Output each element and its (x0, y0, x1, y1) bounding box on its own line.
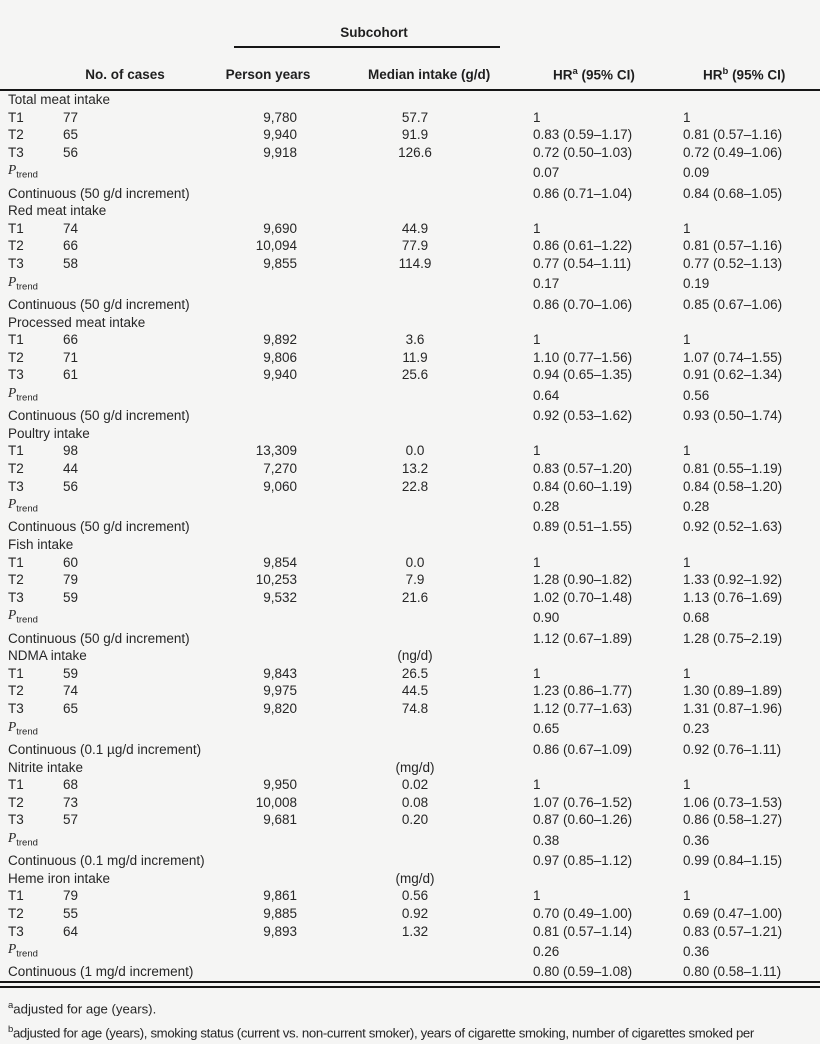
hr-b-value: 1 (683, 777, 691, 793)
tertile-row (0, 460, 820, 478)
section-unit (328, 425, 488, 443)
hr-a-value: 1.02 (0.70–1.48) (533, 589, 633, 605)
continuous-hr-a: 0.86 (0.70–1.06) (533, 296, 633, 312)
ptrend-hr-a: 0.90 (533, 610, 560, 626)
median-intake-value: 0.92 (401, 905, 429, 921)
continuous-hr-a: 0.97 (0.85–1.12) (533, 853, 633, 869)
ptrend-hr-b: 0.28 (683, 498, 710, 514)
ptrend-hr-a: 0.26 (533, 943, 560, 959)
person-years-value: 10,094 (255, 238, 297, 254)
tertile-row (0, 571, 820, 589)
tertile-row (0, 478, 820, 496)
continuous-row (0, 630, 820, 648)
section-header-row (0, 647, 820, 665)
tertile-label: T1 (8, 888, 24, 904)
median-intake-value: 114.9 (398, 256, 432, 272)
ptrend-label: $P_{trend}$ (8, 829, 38, 849)
cases-value: 59 (63, 665, 79, 681)
tertile-row (0, 682, 820, 700)
hr-b-value: 1 (683, 665, 691, 681)
person-years-value: 9,843 (263, 665, 297, 681)
ptrend-row (0, 829, 820, 852)
hr-b-value: 0.86 (0.58–1.27) (683, 812, 783, 828)
col-header-hr-b: $HR^b$ (95% CI) (648, 48, 820, 90)
tertile-label: T1 (8, 332, 24, 348)
cases-value: 74 (63, 683, 79, 699)
median-intake-value: 7.9 (405, 572, 425, 588)
continuous-row (0, 518, 820, 536)
ptrend-hr-a: 0.65 (533, 721, 560, 737)
hr-b-value: 0.81 (0.55–1.19) (683, 460, 783, 476)
ptrend-hr-b: 0.09 (683, 165, 710, 181)
hr-b-value: 1 (683, 554, 691, 570)
hr-a-value: 1 (533, 554, 541, 570)
continuous-hr-b: 0.92 (0.52–1.63) (683, 519, 783, 535)
tertile-label: T3 (8, 923, 24, 939)
section-unit (328, 536, 488, 554)
hr-a-value: 1 (533, 109, 541, 125)
median-intake-value: 0.0 (405, 554, 425, 570)
person-years-value: 9,855 (263, 256, 297, 272)
hr-a-value: 0.84 (0.60–1.19) (533, 478, 633, 494)
tertile-label: T1 (8, 109, 24, 125)
cases-value: 77 (63, 109, 79, 125)
continuous-hr-b: 0.92 (0.76–1.11) (683, 741, 782, 757)
cases-value: 55 (63, 905, 79, 921)
ptrend-row (0, 940, 820, 963)
ptrend-hr-b: 0.19 (683, 276, 710, 292)
median-intake-value: 11.9 (402, 349, 428, 365)
section-header-row (0, 870, 820, 888)
tertile-row (0, 442, 820, 460)
cases-value: 58 (63, 256, 79, 272)
hr-a-value: 1.28 (0.90–1.82) (533, 572, 633, 588)
cases-value: 57 (63, 812, 79, 828)
person-years-value: 9,893 (263, 923, 297, 939)
hr-b-value: 1 (683, 888, 691, 904)
tertile-row (0, 220, 820, 238)
continuous-label: Continuous (0.1 mg/d increment) (8, 853, 205, 869)
person-years-value: 9,690 (263, 220, 297, 236)
section-header-row (0, 759, 820, 777)
person-years-value: 9,060 (263, 478, 297, 494)
ptrend-label: $P_{trend}$ (8, 607, 38, 627)
section-header-row (0, 202, 820, 220)
section-unit (328, 314, 488, 332)
continuous-label: Continuous (50 g/d increment) (8, 630, 190, 646)
tertile-row (0, 349, 820, 367)
ptrend-hr-a: 0.17 (533, 276, 560, 292)
col-header-person-years: Person years (178, 48, 328, 90)
tertile-label: T2 (8, 349, 24, 365)
ptrend-label: $P_{trend}$ (8, 273, 38, 293)
hr-a-value: 1.12 (0.77–1.63) (533, 701, 633, 717)
continuous-hr-a: 0.80 (0.59–1.08) (533, 964, 633, 980)
cases-value: 59 (63, 589, 79, 605)
section-title: Nitrite intake (8, 759, 84, 775)
subcohort-header (178, 18, 488, 48)
person-years-value: 7,270 (263, 460, 297, 476)
tertile-row (0, 554, 820, 572)
tertile-label: T1 (8, 777, 24, 793)
table-body (0, 90, 820, 982)
continuous-label: Continuous (50 g/d increment) (8, 296, 190, 312)
continuous-hr-a: 0.92 (0.53–1.62) (533, 408, 633, 424)
tertile-label: T3 (8, 144, 24, 160)
median-intake-value: 1.32 (401, 923, 429, 939)
median-intake-value: 77.9 (401, 238, 429, 254)
section-header-row (0, 425, 820, 443)
hr-a-value: 1 (533, 220, 541, 236)
cases-value: 74 (63, 220, 79, 236)
tertile-row (0, 776, 820, 794)
ptrend-row (0, 273, 820, 296)
hr-b-value: 0.72 (0.49–1.06) (683, 144, 783, 160)
continuous-hr-a: 0.86 (0.71–1.04) (533, 185, 633, 201)
tertile-row (0, 255, 820, 273)
cases-value: 98 (63, 443, 79, 459)
tertile-label: T2 (8, 683, 24, 699)
tertile-row (0, 700, 820, 718)
continuous-label: Continuous (50 g/d increment) (8, 408, 190, 424)
cases-value: 66 (63, 238, 79, 254)
continuous-hr-b: 0.99 (0.84–1.15) (683, 853, 783, 869)
cases-value: 73 (63, 794, 79, 810)
ptrend-hr-b: 0.56 (683, 387, 710, 403)
tertile-label: T1 (8, 554, 24, 570)
section-header-row (0, 536, 820, 554)
tertile-row (0, 665, 820, 683)
continuous-row (0, 296, 820, 314)
ptrend-label: $P_{trend}$ (8, 496, 38, 515)
median-intake-value: 26.5 (401, 665, 429, 681)
continuous-hr-b: 0.93 (0.50–1.74) (683, 408, 783, 424)
ptrend-row (0, 718, 820, 741)
tertile-label: T3 (8, 701, 24, 717)
footnote-a: $^a$adjusted for age (years). (8, 1000, 157, 1017)
hr-a-value: 1 (533, 777, 541, 793)
continuous-label: Continuous (1 mg/d increment) (8, 964, 194, 980)
section-unit (328, 90, 488, 109)
continuous-label: Continuous (0.1 µg/d increment) (8, 741, 202, 757)
ptrend-label: $P_{trend}$ (8, 941, 38, 960)
person-years-value: 9,806 (263, 349, 297, 365)
hr-a-value: 0.72 (0.50–1.03) (533, 144, 633, 160)
person-years-value: 13,309 (255, 443, 297, 459)
column-header-row (0, 48, 820, 90)
subcohort-header-row (0, 18, 820, 48)
tertile-row (0, 126, 820, 144)
median-intake-value: 91.9 (401, 127, 429, 143)
tertile-row (0, 905, 820, 923)
section-title: Total meat intake (8, 92, 111, 107)
median-intake-value: 3.6 (405, 332, 425, 348)
tertile-label: T3 (8, 256, 24, 272)
continuous-hr-b: 0.84 (0.68–1.05) (683, 185, 783, 201)
tertile-label: T3 (8, 589, 24, 605)
footnote-b: $^b$adjusted for age (years), smoking status (current vs. non-current smoker), years of cigarette smoking, number of cigarettes smoked per (8, 1024, 754, 1041)
hr-b-value: 0.81 (0.57–1.16) (683, 127, 783, 143)
person-years-value: 9,861 (263, 888, 297, 904)
section-title: NDMA intake (8, 648, 87, 664)
median-intake-value: 74.8 (401, 701, 429, 717)
tertile-label: T1 (8, 665, 24, 681)
hr-a-value: 0.87 (0.60–1.26) (533, 812, 633, 828)
cases-value: 64 (63, 923, 79, 939)
median-intake-value: 57.7 (401, 109, 429, 125)
hr-b-value: 0.77 (0.52–1.13) (683, 256, 783, 272)
hr-a-value: 0.94 (0.65–1.35) (533, 367, 633, 383)
hr-a-value: 0.83 (0.59–1.17) (533, 127, 633, 143)
tertile-label: T1 (8, 443, 24, 459)
section-unit: (mg/d) (395, 870, 435, 886)
ptrend-row (0, 161, 820, 184)
ptrend-hr-a: 0.28 (533, 498, 560, 514)
hr-a-value: 1 (533, 332, 541, 348)
person-years-value: 9,940 (263, 367, 297, 383)
subcohort-label: Subcohort (340, 25, 408, 41)
person-years-value: 9,918 (263, 144, 297, 160)
hr-a-value: 1 (533, 665, 541, 681)
hr-b-value: 1 (683, 332, 691, 348)
tertile-label: T3 (8, 478, 24, 494)
hr-b-value: 1.06 (0.73–1.53) (683, 794, 783, 810)
section-unit (328, 202, 488, 220)
ptrend-hr-a: 0.38 (533, 832, 560, 848)
median-intake-value: 44.5 (401, 683, 429, 699)
tertile-row (0, 794, 820, 812)
person-years-value: 9,885 (263, 905, 297, 921)
tertile-row (0, 887, 820, 905)
cases-value: 66 (63, 332, 79, 348)
hr-a-value: 1.07 (0.76–1.52) (533, 794, 633, 810)
footnotes (0, 995, 820, 1044)
ptrend-row (0, 495, 820, 518)
cases-value: 79 (63, 572, 79, 588)
hr-a-value: 1 (533, 888, 541, 904)
ptrend-hr-b: 0.36 (683, 832, 710, 848)
person-years-value: 10,253 (255, 572, 297, 588)
tertile-row (0, 811, 820, 829)
hr-b-value: 1.33 (0.92–1.92) (683, 572, 783, 588)
person-years-value: 9,681 (263, 812, 297, 828)
ptrend-hr-b: 0.23 (683, 721, 710, 737)
section-title: Processed meat intake (8, 314, 146, 330)
person-years-value: 10,008 (255, 794, 297, 810)
tertile-row (0, 589, 820, 607)
tertile-label: T2 (8, 460, 24, 476)
hr-b-value: 0.83 (0.57–1.21) (683, 923, 783, 939)
hr-b-value: 1.31 (0.87–1.96) (683, 701, 783, 717)
ptrend-label: $P_{trend}$ (8, 718, 38, 738)
person-years-value: 9,975 (263, 683, 297, 699)
median-intake-value: 0.20 (401, 812, 429, 828)
person-years-value: 9,532 (263, 589, 297, 605)
ptrend-hr-a: 0.64 (533, 387, 560, 403)
median-intake-value: 126.6 (398, 144, 432, 160)
hr-a-value: 0.83 (0.57–1.20) (533, 460, 633, 476)
median-intake-value: 0.02 (401, 777, 429, 793)
tertile-label: T2 (8, 127, 24, 143)
continuous-hr-b: 0.80 (0.58–1.11) (683, 964, 782, 980)
person-years-value: 9,940 (263, 127, 297, 143)
person-years-value: 9,854 (263, 554, 297, 570)
hr-b-value: 0.69 (0.47–1.00) (683, 905, 783, 921)
cases-value: 61 (63, 367, 79, 383)
tertile-row (0, 366, 820, 384)
hr-b-value: 0.91 (0.62–1.34) (683, 367, 783, 383)
section-unit: (ng/d) (397, 648, 433, 664)
person-years-value: 9,950 (263, 777, 297, 793)
hr-a-value: 0.70 (0.49–1.00) (533, 905, 633, 921)
hr-b-value: 1.30 (0.89–1.89) (683, 683, 783, 699)
section-title: Red meat intake (8, 203, 107, 219)
cases-value: 60 (63, 554, 79, 570)
continuous-row (0, 407, 820, 425)
hr-a-value: 1 (533, 443, 541, 459)
ptrend-label: $P_{trend}$ (8, 384, 38, 404)
person-years-value: 9,820 (263, 701, 297, 717)
continuous-label: Continuous (50 g/d increment) (8, 519, 190, 535)
cases-value: 79 (63, 888, 79, 904)
ptrend-row (0, 606, 820, 629)
section-unit: (mg/d) (395, 759, 435, 775)
section-header-row (0, 314, 820, 332)
tertile-row (0, 144, 820, 162)
continuous-row (0, 963, 820, 982)
col-header-median-intake: Median intake (g/d) (328, 48, 488, 90)
hr-b-value: 1.13 (0.76–1.69) (683, 589, 783, 605)
cases-value: 56 (63, 478, 79, 494)
hr-b-value: 1 (683, 220, 691, 236)
median-intake-value: 0.56 (401, 888, 429, 904)
cases-value: 71 (63, 349, 79, 365)
continuous-hr-a: 0.89 (0.51–1.55) (533, 519, 633, 535)
person-years-value: 9,892 (263, 332, 297, 348)
cases-value: 65 (63, 127, 79, 143)
hr-b-value: 0.81 (0.57–1.16) (683, 238, 783, 254)
median-intake-value: 44.9 (401, 220, 429, 236)
hr-a-value: 0.77 (0.54–1.11) (533, 256, 632, 272)
cases-value: 68 (63, 777, 79, 793)
tertile-label: T2 (8, 238, 24, 254)
section-header-row (0, 90, 820, 109)
cases-value: 44 (63, 460, 79, 476)
hr-a-value: 0.81 (0.57–1.14) (533, 923, 633, 939)
continuous-row (0, 741, 820, 759)
tertile-row (0, 331, 820, 349)
continuous-hr-b: 1.28 (0.75–2.19) (683, 630, 783, 646)
section-title: Fish intake (8, 537, 74, 552)
tertile-label: T3 (8, 367, 24, 383)
hr-a-value: 0.86 (0.61–1.22) (533, 238, 633, 254)
continuous-hr-b: 0.85 (0.67–1.06) (683, 296, 783, 312)
ptrend-label: $P_{trend}$ (8, 162, 38, 182)
ptrend-row (0, 384, 820, 407)
tertile-label: T3 (8, 812, 24, 828)
continuous-label: Continuous (50 g/d increment) (8, 185, 190, 201)
person-years-value: 9,780 (263, 109, 297, 125)
tertile-label: T2 (8, 572, 24, 588)
tertile-row (0, 109, 820, 127)
hr-b-value: 0.84 (0.58–1.20) (683, 478, 783, 494)
tertile-row (0, 923, 820, 941)
table-bottom-rule (0, 986, 820, 988)
tertile-label: T2 (8, 905, 24, 921)
ptrend-hr-a: 0.07 (533, 165, 560, 181)
continuous-row (0, 185, 820, 203)
median-intake-value: 25.6 (401, 367, 429, 383)
hr-b-value: 1 (683, 109, 691, 125)
median-intake-value: 0.08 (401, 794, 429, 810)
tertile-label: T2 (8, 794, 24, 810)
cases-value: 65 (63, 701, 79, 717)
median-intake-value: 13.2 (401, 460, 429, 476)
continuous-hr-a: 1.12 (0.67–1.89) (533, 630, 633, 646)
continuous-hr-a: 0.86 (0.67–1.09) (533, 741, 633, 757)
ptrend-hr-b: 0.68 (683, 610, 710, 626)
col-header-hr-a: $HR^a$ (95% CI) (488, 48, 648, 90)
tertile-row (0, 237, 820, 255)
median-intake-value: 22.8 (401, 478, 429, 494)
hr-a-value: 1.10 (0.77–1.56) (533, 349, 633, 365)
median-intake-value: 21.6 (401, 589, 429, 605)
cases-value: 56 (63, 144, 79, 160)
median-intake-value: 0.0 (405, 443, 425, 459)
section-title: Poultry intake (8, 425, 90, 441)
hr-b-value: 1.07 (0.74–1.55) (683, 349, 783, 365)
continuous-row (0, 852, 820, 870)
ptrend-hr-b: 0.36 (683, 943, 710, 959)
section-title: Heme iron intake (8, 870, 111, 886)
col-header-cases: No. of cases (48, 48, 178, 90)
tertile-label: T1 (8, 220, 24, 236)
results-table (0, 18, 820, 983)
hr-a-value: 1.23 (0.86–1.77) (533, 683, 633, 699)
hr-b-value: 1 (683, 443, 691, 459)
